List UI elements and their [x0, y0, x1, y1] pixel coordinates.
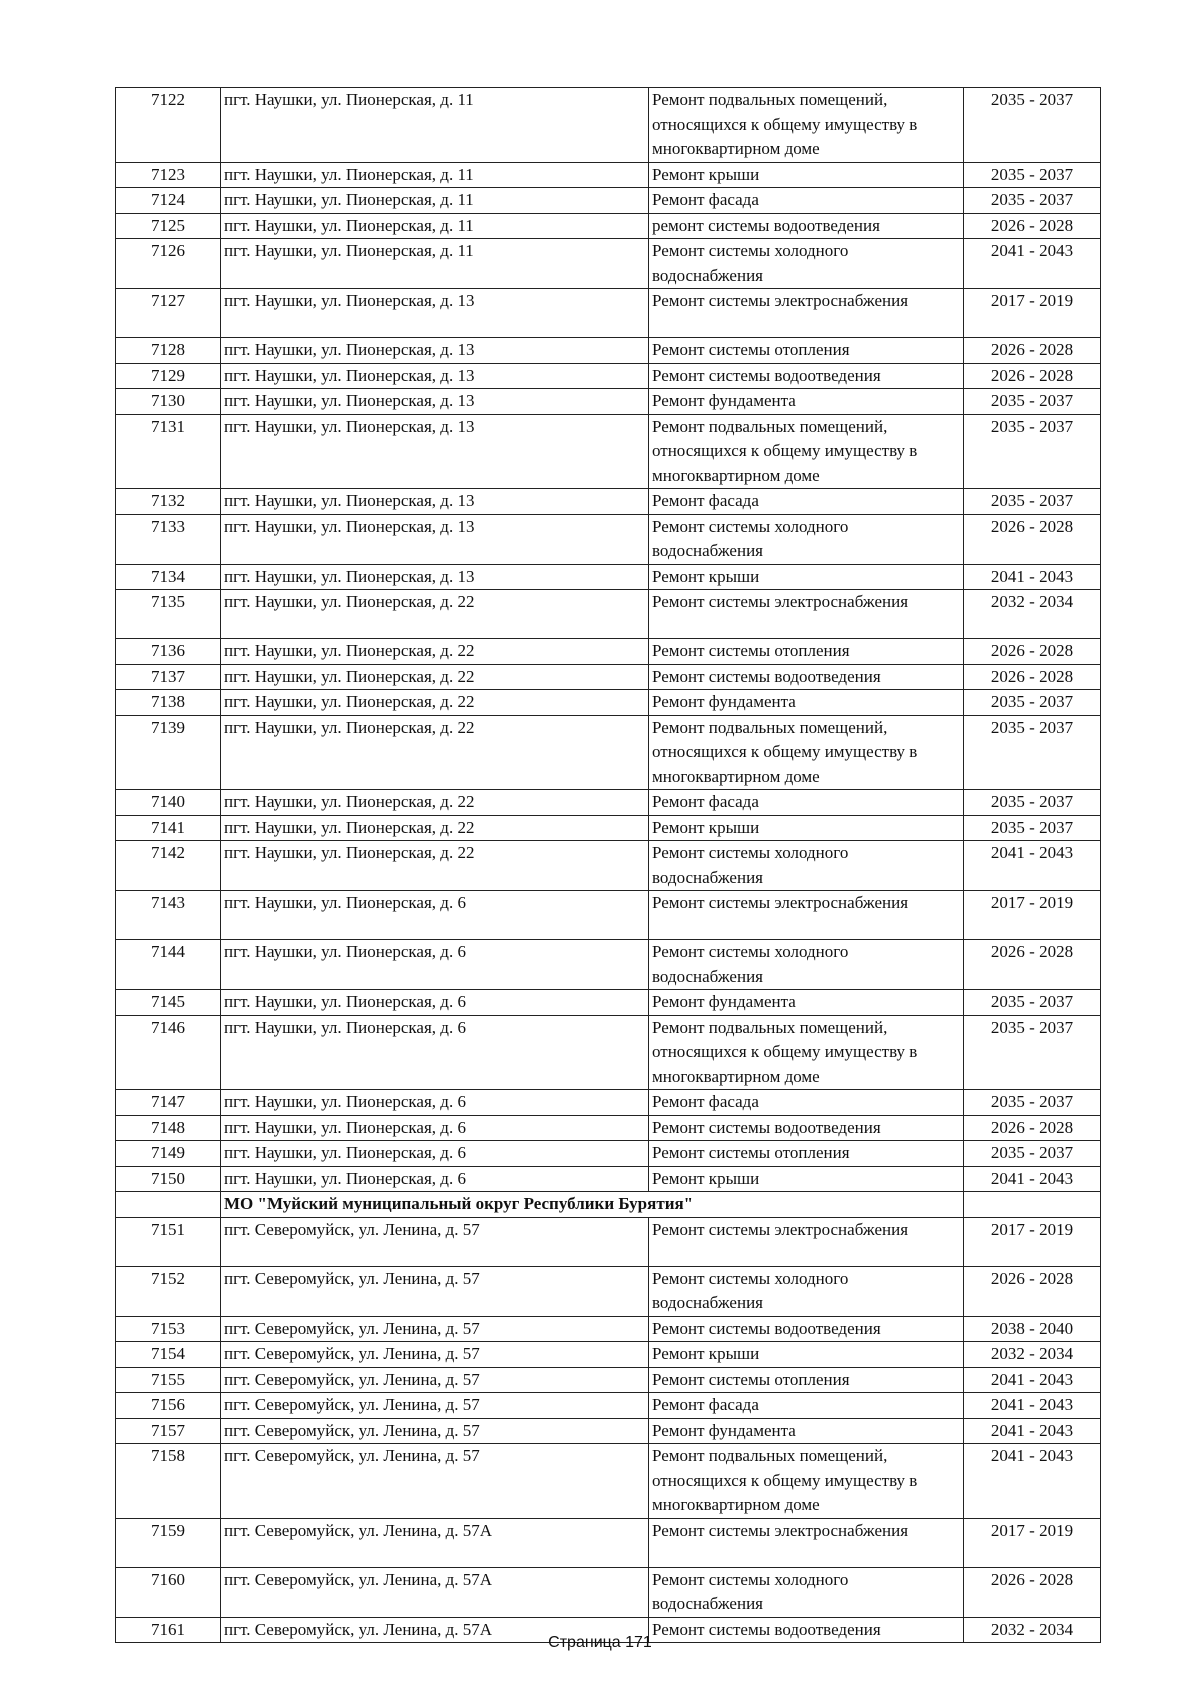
address-cell: пгт. Северомуйск, ул. Ленина, д. 57	[221, 1444, 649, 1519]
period-cell: 2026 - 2028	[964, 363, 1101, 389]
table-row	[116, 1518, 1101, 1567]
address-cell: пгт. Северомуйск, ул. Ленина, д. 57	[221, 1342, 649, 1368]
period-cell: 2026 - 2028	[964, 1115, 1101, 1141]
row-number: 7156	[116, 1393, 221, 1419]
address-cell: пгт. Северомуйск, ул. Ленина, д. 57	[221, 1217, 649, 1266]
work-type-cell: Ремонт фасада	[649, 790, 964, 816]
work-type-cell: Ремонт подвальных помещений, относящихся к общему имуществу в многоквартирном доме	[649, 414, 964, 489]
address-cell: пгт. Наушки, ул. Пионерская, д. 6	[221, 990, 649, 1016]
address-cell: пгт. Наушки, ул. Пионерская, д. 11	[221, 88, 649, 163]
work-type-cell: Ремонт системы электроснабжения	[649, 1518, 964, 1567]
row-number: 7142	[116, 841, 221, 891]
address-cell: пгт. Наушки, ул. Пионерская, д. 6	[221, 1141, 649, 1167]
row-number: 7128	[116, 338, 221, 364]
work-type-cell: Ремонт системы холодного водоснабжения	[649, 940, 964, 990]
table-row	[116, 1316, 1101, 1342]
table-row	[116, 1090, 1101, 1116]
table-row	[116, 414, 1101, 489]
table-row	[116, 790, 1101, 816]
table-row	[116, 639, 1101, 665]
period-cell: 2041 - 2043	[964, 564, 1101, 590]
empty-cell	[116, 1192, 221, 1218]
period-cell: 2041 - 2043	[964, 239, 1101, 289]
table-row	[116, 1367, 1101, 1393]
empty-cell	[964, 1192, 1101, 1218]
row-number: 7124	[116, 188, 221, 214]
period-cell: 2017 - 2019	[964, 1518, 1101, 1567]
table-row	[116, 1444, 1101, 1519]
work-type-cell: Ремонт фасада	[649, 489, 964, 515]
period-cell: 2041 - 2043	[964, 1393, 1101, 1419]
row-number: 7137	[116, 664, 221, 690]
row-number: 7127	[116, 289, 221, 338]
row-number: 7155	[116, 1367, 221, 1393]
period-cell: 2017 - 2019	[964, 1217, 1101, 1266]
table-row	[116, 1418, 1101, 1444]
period-cell: 2035 - 2037	[964, 815, 1101, 841]
address-cell: пгт. Наушки, ул. Пионерская, д. 6	[221, 1015, 649, 1090]
period-cell: 2017 - 2019	[964, 289, 1101, 338]
address-cell: пгт. Наушки, ул. Пионерская, д. 22	[221, 815, 649, 841]
work-type-cell: Ремонт фундамента	[649, 690, 964, 716]
row-number: 7146	[116, 1015, 221, 1090]
table-row	[116, 514, 1101, 564]
address-cell: пгт. Наушки, ул. Пионерская, д. 22	[221, 590, 649, 639]
row-number: 7122	[116, 88, 221, 163]
table-row	[116, 690, 1101, 716]
table-row	[116, 239, 1101, 289]
period-cell: 2026 - 2028	[964, 1266, 1101, 1316]
table-row	[116, 891, 1101, 940]
period-cell: 2026 - 2028	[964, 940, 1101, 990]
work-type-cell: Ремонт подвальных помещений, относящихся к общему имуществу в многоквартирном доме	[649, 715, 964, 790]
address-cell: пгт. Северомуйск, ул. Ленина, д. 57	[221, 1418, 649, 1444]
address-cell: пгт. Наушки, ул. Пионерская, д. 13	[221, 389, 649, 415]
page-number: Страница 171	[548, 1634, 652, 1651]
period-cell: 2038 - 2040	[964, 1316, 1101, 1342]
work-type-cell: Ремонт системы электроснабжения	[649, 590, 964, 639]
work-type-cell: Ремонт системы водоотведения	[649, 1115, 964, 1141]
row-number: 7147	[116, 1090, 221, 1116]
table-row	[116, 289, 1101, 338]
row-number: 7129	[116, 363, 221, 389]
row-number: 7140	[116, 790, 221, 816]
row-number: 7158	[116, 1444, 221, 1519]
work-type-cell: Ремонт системы холодного водоснабжения	[649, 1567, 964, 1617]
row-number: 7149	[116, 1141, 221, 1167]
work-type-cell: Ремонт подвальных помещений, относящихся к общему имуществу в многоквартирном доме	[649, 1444, 964, 1519]
address-cell: пгт. Наушки, ул. Пионерская, д. 6	[221, 1115, 649, 1141]
address-cell: пгт. Наушки, ул. Пионерская, д. 6	[221, 891, 649, 940]
address-cell: пгт. Северомуйск, ул. Ленина, д. 57	[221, 1393, 649, 1419]
work-type-cell: Ремонт крыши	[649, 1166, 964, 1192]
period-cell: 2026 - 2028	[964, 639, 1101, 665]
work-type-cell: Ремонт системы холодного водоснабжения	[649, 1266, 964, 1316]
table-row	[116, 1567, 1101, 1617]
period-cell: 2026 - 2028	[964, 338, 1101, 364]
row-number: 7159	[116, 1518, 221, 1567]
period-cell: 2032 - 2034	[964, 590, 1101, 639]
address-cell: пгт. Северомуйск, ул. Ленина, д. 57А	[221, 1617, 649, 1643]
address-cell: пгт. Наушки, ул. Пионерская, д. 13	[221, 363, 649, 389]
period-cell: 2017 - 2019	[964, 891, 1101, 940]
row-number: 7132	[116, 489, 221, 515]
work-type-cell: Ремонт подвальных помещений, относящихся к общему имуществу в многоквартирном доме	[649, 88, 964, 163]
row-number: 7148	[116, 1115, 221, 1141]
work-type-cell: Ремонт фасада	[649, 1393, 964, 1419]
table-row	[116, 363, 1101, 389]
row-number: 7153	[116, 1316, 221, 1342]
table-row	[116, 1141, 1101, 1167]
table-row	[116, 990, 1101, 1016]
work-type-cell: Ремонт системы водоотведения	[649, 1617, 964, 1643]
period-cell: 2035 - 2037	[964, 1141, 1101, 1167]
row-number: 7144	[116, 940, 221, 990]
row-number: 7135	[116, 590, 221, 639]
table-row	[116, 1217, 1101, 1266]
work-type-cell: Ремонт системы отопления	[649, 338, 964, 364]
table-row	[116, 162, 1101, 188]
period-cell: 2041 - 2043	[964, 1418, 1101, 1444]
table-row	[116, 664, 1101, 690]
table-row	[116, 940, 1101, 990]
row-number: 7133	[116, 514, 221, 564]
work-type-cell: Ремонт системы холодного водоснабжения	[649, 514, 964, 564]
work-type-cell: Ремонт крыши	[649, 815, 964, 841]
row-number: 7134	[116, 564, 221, 590]
row-number: 7130	[116, 389, 221, 415]
period-cell: 2035 - 2037	[964, 489, 1101, 515]
work-type-cell: Ремонт системы водоотведения	[649, 363, 964, 389]
period-cell: 2035 - 2037	[964, 188, 1101, 214]
row-number: 7141	[116, 815, 221, 841]
period-cell: 2035 - 2037	[964, 162, 1101, 188]
address-cell: пгт. Северомуйск, ул. Ленина, д. 57А	[221, 1567, 649, 1617]
work-type-cell: Ремонт крыши	[649, 1342, 964, 1368]
table-row	[116, 1115, 1101, 1141]
period-cell: 2041 - 2043	[964, 1166, 1101, 1192]
table-body	[116, 88, 1101, 1643]
work-type-cell: Ремонт системы отопления	[649, 1367, 964, 1393]
row-number: 7160	[116, 1567, 221, 1617]
address-cell: пгт. Северомуйск, ул. Ленина, д. 57	[221, 1367, 649, 1393]
table-row	[116, 489, 1101, 515]
section-title: МО "Муйский муниципальный округ Республики Бурятия"	[221, 1192, 964, 1218]
work-type-cell: Ремонт системы отопления	[649, 1141, 964, 1167]
work-type-cell: Ремонт системы электроснабжения	[649, 289, 964, 338]
row-number: 7131	[116, 414, 221, 489]
row-number: 7136	[116, 639, 221, 665]
table-row	[116, 564, 1101, 590]
period-cell: 2035 - 2037	[964, 690, 1101, 716]
table-row	[116, 590, 1101, 639]
address-cell: пгт. Наушки, ул. Пионерская, д. 13	[221, 489, 649, 515]
work-type-cell: Ремонт фундамента	[649, 990, 964, 1016]
work-type-cell: Ремонт системы водоотведения	[649, 664, 964, 690]
address-cell: пгт. Наушки, ул. Пионерская, д. 22	[221, 690, 649, 716]
address-cell: пгт. Наушки, ул. Пионерская, д. 22	[221, 790, 649, 816]
table-row	[116, 1015, 1101, 1090]
row-number: 7126	[116, 239, 221, 289]
address-cell: пгт. Наушки, ул. Пионерская, д. 13	[221, 514, 649, 564]
period-cell: 2032 - 2034	[964, 1342, 1101, 1368]
period-cell: 2026 - 2028	[964, 213, 1101, 239]
row-number: 7152	[116, 1266, 221, 1316]
period-cell: 2035 - 2037	[964, 790, 1101, 816]
period-cell: 2026 - 2028	[964, 664, 1101, 690]
row-number: 7123	[116, 162, 221, 188]
work-type-cell: ремонт системы водоотведения	[649, 213, 964, 239]
address-cell: пгт. Наушки, ул. Пионерская, д. 6	[221, 940, 649, 990]
row-number: 7139	[116, 715, 221, 790]
period-cell: 2035 - 2037	[964, 414, 1101, 489]
address-cell: пгт. Северомуйск, ул. Ленина, д. 57	[221, 1316, 649, 1342]
period-cell: 2041 - 2043	[964, 1367, 1101, 1393]
table-row	[116, 1266, 1101, 1316]
period-cell: 2026 - 2028	[964, 1567, 1101, 1617]
address-cell: пгт. Наушки, ул. Пионерская, д. 22	[221, 841, 649, 891]
table-row	[116, 715, 1101, 790]
table-row	[116, 1166, 1101, 1192]
table-row	[116, 88, 1101, 163]
address-cell: пгт. Наушки, ул. Пионерская, д. 13	[221, 564, 649, 590]
address-cell: пгт. Наушки, ул. Пионерская, д. 11	[221, 162, 649, 188]
period-cell: 2035 - 2037	[964, 389, 1101, 415]
work-type-cell: Ремонт фундамента	[649, 389, 964, 415]
table-row	[116, 1342, 1101, 1368]
address-cell: пгт. Наушки, ул. Пионерская, д. 13	[221, 414, 649, 489]
row-number: 7161	[116, 1617, 221, 1643]
address-cell: пгт. Наушки, ул. Пионерская, д. 13	[221, 289, 649, 338]
period-cell: 2035 - 2037	[964, 715, 1101, 790]
address-cell: пгт. Наушки, ул. Пионерская, д. 11	[221, 213, 649, 239]
address-cell: пгт. Северомуйск, ул. Ленина, д. 57	[221, 1266, 649, 1316]
row-number: 7151	[116, 1217, 221, 1266]
address-cell: пгт. Северомуйск, ул. Ленина, д. 57А	[221, 1518, 649, 1567]
work-type-cell: Ремонт фундамента	[649, 1418, 964, 1444]
table-row	[116, 188, 1101, 214]
work-type-cell: Ремонт фасада	[649, 188, 964, 214]
work-type-cell: Ремонт системы отопления	[649, 639, 964, 665]
address-cell: пгт. Наушки, ул. Пионерская, д. 22	[221, 664, 649, 690]
period-cell: 2041 - 2043	[964, 1444, 1101, 1519]
work-type-cell: Ремонт фасада	[649, 1090, 964, 1116]
work-type-cell: Ремонт системы электроснабжения	[649, 891, 964, 940]
row-number: 7145	[116, 990, 221, 1016]
repair-schedule-table	[115, 87, 1101, 1643]
work-type-cell: Ремонт крыши	[649, 162, 964, 188]
period-cell: 2035 - 2037	[964, 990, 1101, 1016]
section-header-row	[116, 1192, 1101, 1218]
work-type-cell: Ремонт системы водоотведения	[649, 1316, 964, 1342]
address-cell: пгт. Наушки, ул. Пионерская, д. 6	[221, 1090, 649, 1116]
period-cell: 2032 - 2034	[964, 1617, 1101, 1643]
address-cell: пгт. Наушки, ул. Пионерская, д. 22	[221, 715, 649, 790]
row-number: 7150	[116, 1166, 221, 1192]
work-type-cell: Ремонт системы холодного водоснабжения	[649, 239, 964, 289]
address-cell: пгт. Наушки, ул. Пионерская, д. 11	[221, 188, 649, 214]
table-row	[116, 1393, 1101, 1419]
work-type-cell: Ремонт подвальных помещений, относящихся к общему имуществу в многоквартирном доме	[649, 1015, 964, 1090]
address-cell: пгт. Наушки, ул. Пионерская, д. 6	[221, 1166, 649, 1192]
table-row	[116, 338, 1101, 364]
table-row	[116, 213, 1101, 239]
table-row	[116, 841, 1101, 891]
address-cell: пгт. Наушки, ул. Пионерская, д. 22	[221, 639, 649, 665]
period-cell: 2041 - 2043	[964, 841, 1101, 891]
address-cell: пгт. Наушки, ул. Пионерская, д. 11	[221, 239, 649, 289]
row-number: 7154	[116, 1342, 221, 1368]
table-row	[116, 389, 1101, 415]
period-cell: 2035 - 2037	[964, 88, 1101, 163]
work-type-cell: Ремонт системы холодного водоснабжения	[649, 841, 964, 891]
row-number: 7143	[116, 891, 221, 940]
period-cell: 2035 - 2037	[964, 1090, 1101, 1116]
period-cell: 2026 - 2028	[964, 514, 1101, 564]
row-number: 7138	[116, 690, 221, 716]
row-number: 7157	[116, 1418, 221, 1444]
period-cell: 2035 - 2037	[964, 1015, 1101, 1090]
work-type-cell: Ремонт крыши	[649, 564, 964, 590]
work-type-cell: Ремонт системы электроснабжения	[649, 1217, 964, 1266]
address-cell: пгт. Наушки, ул. Пионерская, д. 13	[221, 338, 649, 364]
row-number: 7125	[116, 213, 221, 239]
table-row	[116, 815, 1101, 841]
